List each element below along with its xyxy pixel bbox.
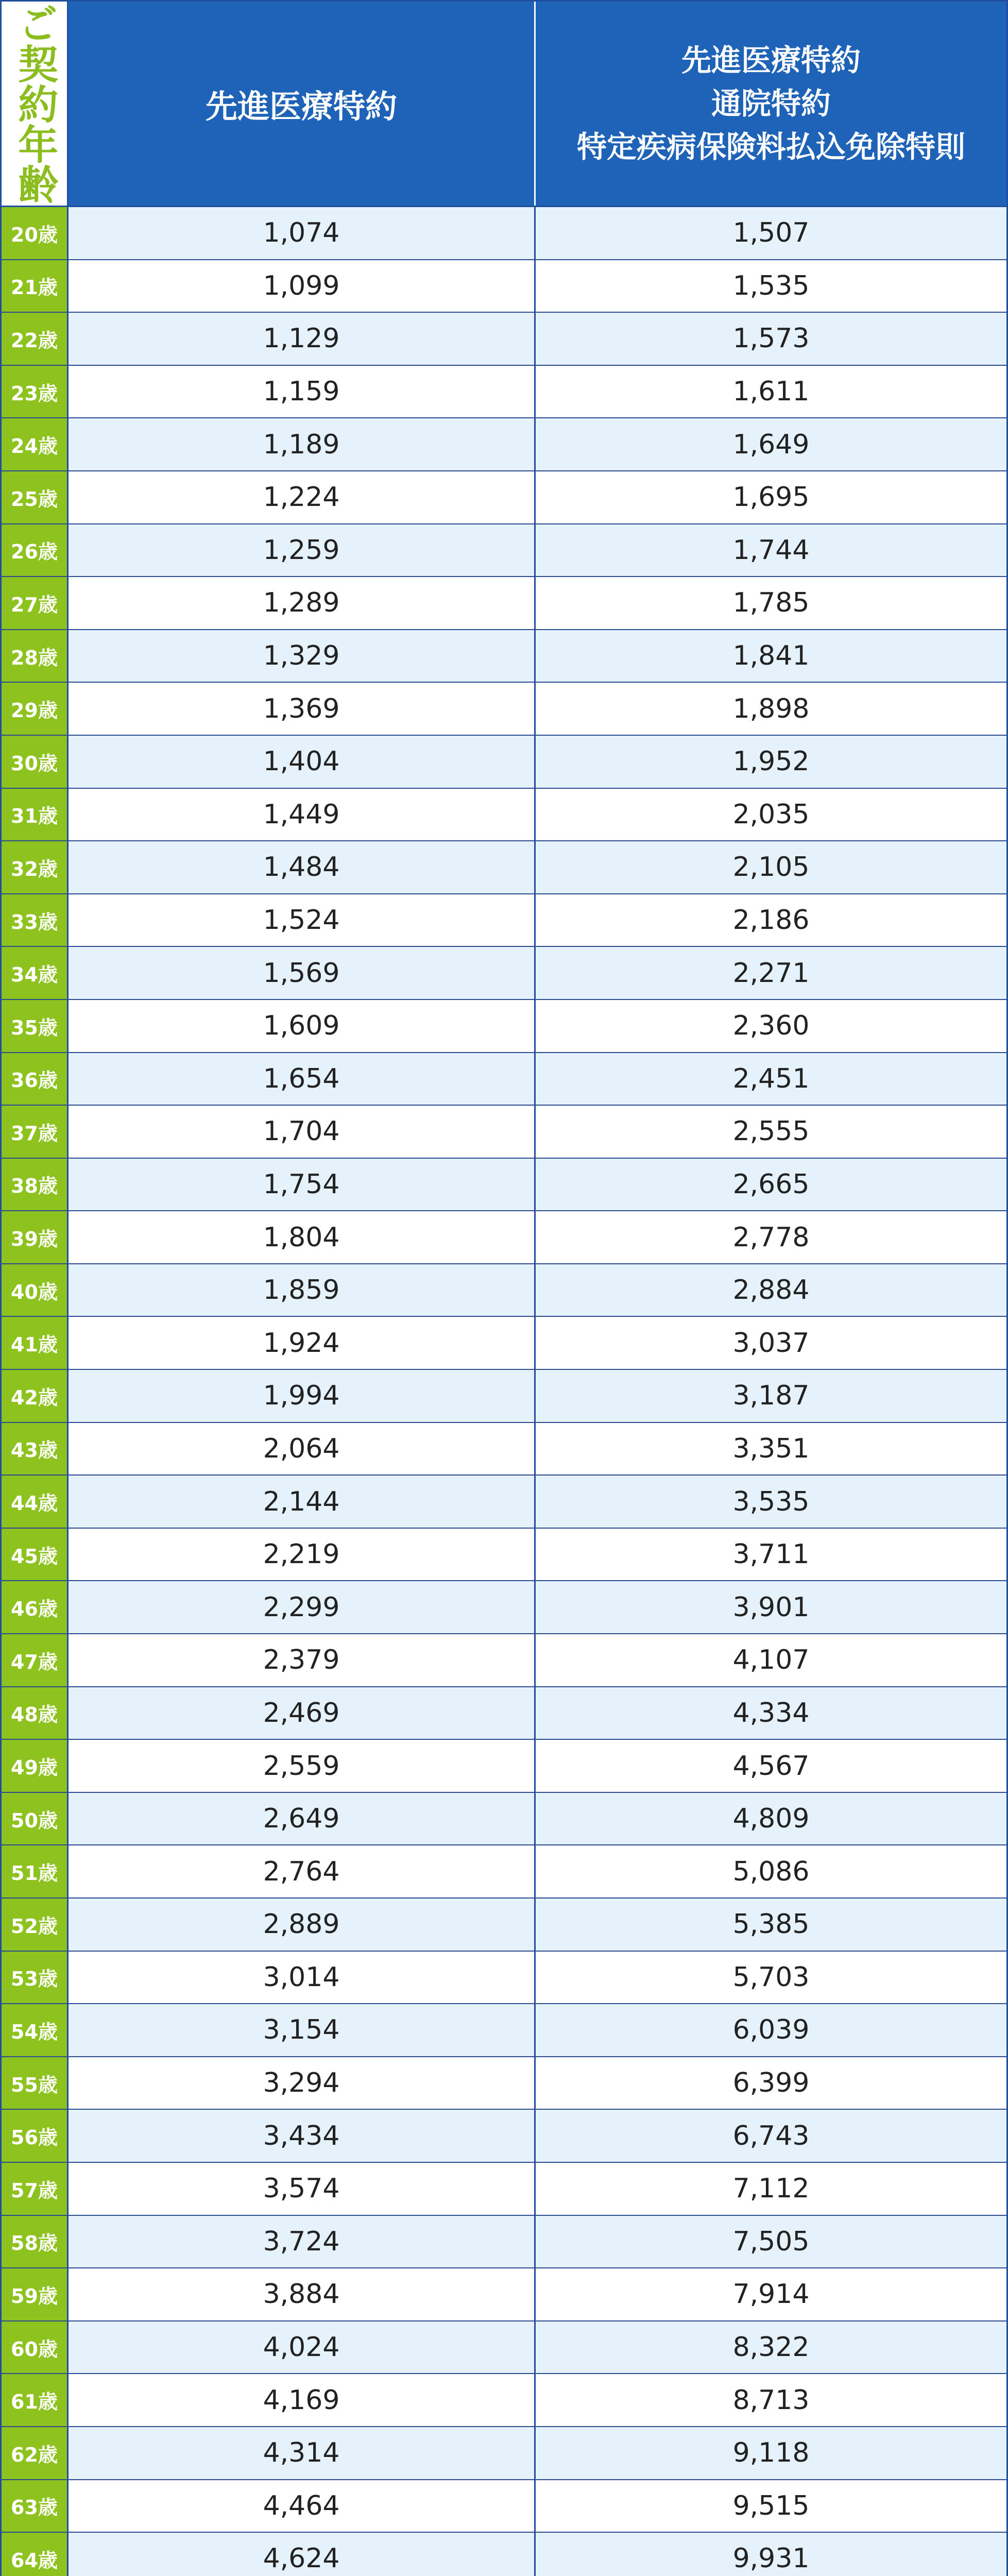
age-cell: 29歳 [2,683,69,735]
advanced-medical-rider-premium-cell: 1,159 [69,366,536,418]
combined-rider-premium-cell: 9,118 [536,2427,1006,2479]
combined-rider-premium-cell: 3,037 [536,1317,1006,1369]
combined-rider-premium-cell: 6,039 [536,2004,1006,2056]
table-row [2,2321,1006,2375]
age-cell: 24歳 [2,418,69,470]
table-row [2,2216,1006,2269]
combined-rider-premium-cell: 9,515 [536,2480,1006,2532]
age-cell: 30歳 [2,736,69,788]
advanced-medical-rider-premium-cell: 4,314 [69,2427,536,2479]
advanced-medical-rider-premium-cell: 2,764 [69,1845,536,1897]
advanced-medical-rider-premium-cell: 2,889 [69,1899,536,1951]
table-row [2,1687,1006,1740]
age-cell: 34歳 [2,947,69,999]
age-cell: 31歳 [2,789,69,841]
age-cell: 20歳 [2,207,69,259]
combined-rider-premium-cell: 4,809 [536,1793,1006,1845]
advanced-medical-rider-premium-cell: 4,464 [69,2480,536,2532]
table-row [2,894,1006,947]
combined-rider-premium-cell: 2,105 [536,841,1006,893]
combined-rider-premium-cell: 5,385 [536,1899,1006,1951]
combined-rider-premium-cell: 2,360 [536,1000,1006,1052]
advanced-medical-rider-premium-cell: 1,569 [69,947,536,999]
advanced-medical-rider-premium-cell: 4,169 [69,2374,536,2426]
table-row [2,1899,1006,1952]
age-cell: 26歳 [2,524,69,577]
table-row [2,947,1006,1000]
age-cell: 60歳 [2,2321,69,2374]
age-cell: 25歳 [2,471,69,523]
advanced-medical-rider-premium-cell: 1,074 [69,207,536,259]
table-row [2,2374,1006,2427]
combined-rider-premium-cell: 9,931 [536,2533,1006,2576]
table-row [2,2057,1006,2110]
age-cell: 35歳 [2,1000,69,1052]
table-row [2,1106,1006,1159]
combined-rider-premium-cell: 3,711 [536,1529,1006,1581]
age-column-header: ご契約年齢 [2,2,69,206]
combined-rider-premium-cell: 1,535 [536,260,1006,312]
combined-rider-premium-cell: 8,322 [536,2321,1006,2374]
age-cell: 46歳 [2,1581,69,1633]
advanced-medical-rider-premium-cell: 3,884 [69,2268,536,2320]
advanced-medical-rider-premium-cell: 1,994 [69,1370,536,1422]
age-cell: 42歳 [2,1370,69,1422]
combined-rider-premium-cell: 2,665 [536,1159,1006,1211]
age-cell: 59歳 [2,2268,69,2320]
advanced-medical-rider-premium-cell: 1,524 [69,894,536,946]
age-cell: 40歳 [2,1264,69,1316]
table-row [2,841,1006,894]
combined-rider-premium-cell: 2,035 [536,789,1006,841]
table-row [2,471,1006,524]
combined-rider-premium-cell: 3,535 [536,1476,1006,1528]
combined-rider-premium-cell: 5,086 [536,1845,1006,1897]
advanced-medical-rider-premium-cell: 1,189 [69,418,536,470]
table-row [2,1317,1006,1370]
combined-rider-premium-cell: 1,573 [536,313,1006,365]
age-cell: 61歳 [2,2374,69,2426]
age-cell: 62歳 [2,2427,69,2479]
combined-rider-header [536,2,1006,206]
age-cell: 33歳 [2,894,69,946]
advanced-medical-rider-premium-cell: 1,099 [69,260,536,312]
table-row [2,1370,1006,1423]
combined-rider-premium-cell: 4,567 [536,1740,1006,1792]
advanced-medical-rider-premium-cell: 1,369 [69,683,536,735]
advanced-medical-rider-premium-cell: 2,379 [69,1634,536,1686]
advanced-medical-rider-premium-cell: 3,574 [69,2163,536,2215]
advanced-medical-rider-premium-cell: 1,259 [69,524,536,577]
combined-rider-premium-cell: 5,703 [536,1952,1006,2004]
advanced-medical-rider-premium-cell: 3,014 [69,1952,536,2004]
advanced-medical-rider-premium-cell: 2,559 [69,1740,536,1792]
table-row [2,1423,1006,1476]
age-cell: 48歳 [2,1687,69,1739]
table-row [2,313,1006,366]
table-row [2,2427,1006,2480]
age-cell: 45歳 [2,1529,69,1581]
advanced-medical-rider-premium-cell: 3,154 [69,2004,536,2056]
table-row [2,418,1006,471]
age-cell: 32歳 [2,841,69,893]
advanced-medical-rider-premium-cell: 2,064 [69,1423,536,1475]
advanced-medical-rider-premium-cell: 1,329 [69,630,536,682]
advanced-medical-rider-premium-cell: 1,754 [69,1159,536,1211]
age-cell: 47歳 [2,1634,69,1686]
table-row [2,1952,1006,2005]
age-cell: 28歳 [2,630,69,682]
combined-rider-premium-cell: 7,914 [536,2268,1006,2320]
table-header [2,2,1006,207]
combined-rider-premium-cell: 1,695 [536,471,1006,523]
combined-rider-premium-cell: 1,785 [536,577,1006,629]
advanced-medical-rider-premium-cell: 1,609 [69,1000,536,1052]
combined-rider-premium-cell: 2,884 [536,1264,1006,1316]
combined-rider-premium-cell: 2,451 [536,1053,1006,1105]
advanced-medical-rider-premium-cell: 2,144 [69,1476,536,1528]
combined-rider-premium-cell: 1,649 [536,418,1006,470]
combined-rider-premium-cell: 1,841 [536,630,1006,682]
combined-rider-premium-cell: 4,334 [536,1687,1006,1739]
combined-rider-premium-cell: 4,107 [536,1634,1006,1686]
table-row [2,1740,1006,1793]
age-cell: 51歳 [2,1845,69,1897]
age-cell: 58歳 [2,2216,69,2268]
table-row [2,1476,1006,1529]
table-row [2,736,1006,789]
combined-rider-premium-cell: 1,744 [536,524,1006,577]
table-row [2,1581,1006,1634]
table-row [2,366,1006,419]
table-row [2,1264,1006,1317]
advanced-medical-rider-premium-cell: 1,654 [69,1053,536,1105]
advanced-medical-rider-premium-cell: 4,024 [69,2321,536,2374]
advanced-medical-rider-premium-cell: 3,434 [69,2110,536,2162]
advanced-medical-rider-premium-cell: 1,704 [69,1106,536,1158]
table-row [2,2163,1006,2216]
age-cell: 39歳 [2,1211,69,1263]
age-cell: 27歳 [2,577,69,629]
combined-rider-premium-cell: 7,505 [536,2216,1006,2268]
age-cell: 21歳 [2,260,69,312]
table-row [2,1529,1006,1582]
advanced-medical-rider-premium-cell: 2,649 [69,1793,536,1845]
table-row [2,630,1006,683]
combined-rider-premium-cell: 2,778 [536,1211,1006,1263]
combined-rider-premium-cell: 6,743 [536,2110,1006,2162]
combined-rider-premium-cell: 1,611 [536,366,1006,418]
combined-rider-premium-cell: 8,713 [536,2374,1006,2426]
advanced-medical-rider-premium-cell: 2,219 [69,1529,536,1581]
advanced-medical-rider-premium-cell: 4,624 [69,2533,536,2576]
table-row [2,207,1006,260]
table-row [2,1845,1006,1899]
table-row [2,2004,1006,2057]
combined-rider-premium-cell: 2,271 [536,947,1006,999]
combined-rider-premium-cell: 3,351 [536,1423,1006,1475]
combined-rider-header-line: 特定疾病保険料払込免除特則 [576,129,965,165]
age-cell: 55歳 [2,2057,69,2109]
age-cell: 44歳 [2,1476,69,1528]
table-row [2,524,1006,578]
advanced-medical-rider-premium-cell: 1,859 [69,1264,536,1316]
combined-rider-premium-cell: 1,507 [536,207,1006,259]
age-cell: 38歳 [2,1159,69,1211]
advanced-medical-rider-premium-cell: 1,404 [69,736,536,788]
table-row [2,1000,1006,1053]
age-cell: 37歳 [2,1106,69,1158]
advanced-medical-rider-premium-cell: 2,299 [69,1581,536,1633]
combined-rider-premium-cell: 7,112 [536,2163,1006,2215]
age-cell: 41歳 [2,1317,69,1369]
advanced-medical-rider-premium-cell: 1,449 [69,789,536,841]
age-cell: 63歳 [2,2480,69,2532]
advanced-medical-rider-premium-cell: 3,294 [69,2057,536,2109]
table-row [2,2110,1006,2163]
advanced-medical-rider-premium-cell: 1,289 [69,577,536,629]
age-cell: 36歳 [2,1053,69,1105]
table-row [2,260,1006,313]
advanced-medical-rider-header: 先進医療特約 [69,2,536,206]
combined-rider-header-line: 通院特約 [711,86,831,121]
age-cell: 53歳 [2,1952,69,2004]
table-row [2,1211,1006,1264]
age-cell: 49歳 [2,1740,69,1792]
age-cell: 56歳 [2,2110,69,2162]
age-cell: 64歳 [2,2533,69,2576]
advanced-medical-rider-premium-cell: 1,484 [69,841,536,893]
table-row [2,2480,1006,2533]
advanced-medical-rider-premium-cell: 1,924 [69,1317,536,1369]
combined-rider-premium-cell: 1,898 [536,683,1006,735]
table-body [2,207,1006,2576]
age-cell: 54歳 [2,2004,69,2056]
table-row [2,1793,1006,1846]
combined-rider-premium-cell: 2,555 [536,1106,1006,1158]
table-row [2,577,1006,630]
advanced-medical-rider-premium-cell: 1,129 [69,313,536,365]
table-row [2,1053,1006,1106]
combined-rider-premium-cell: 6,399 [536,2057,1006,2109]
age-cell: 22歳 [2,313,69,365]
combined-rider-premium-cell: 2,186 [536,894,1006,946]
advanced-medical-rider-premium-cell: 3,724 [69,2216,536,2268]
combined-rider-premium-cell: 3,187 [536,1370,1006,1422]
advanced-medical-rider-premium-cell: 1,804 [69,1211,536,1263]
combined-rider-premium-cell: 1,952 [536,736,1006,788]
advanced-medical-rider-premium-cell: 2,469 [69,1687,536,1739]
age-cell: 50歳 [2,1793,69,1845]
advanced-medical-rider-premium-cell: 1,224 [69,471,536,523]
table-row [2,789,1006,842]
age-cell: 52歳 [2,1899,69,1951]
age-cell: 43歳 [2,1423,69,1475]
combined-rider-header-line: 先進医療特約 [681,42,861,78]
age-cell: 23歳 [2,366,69,418]
table-row [2,1634,1006,1687]
table-row [2,1159,1006,1212]
combined-rider-premium-cell: 3,901 [536,1581,1006,1633]
table-row [2,683,1006,736]
table-row [2,2533,1006,2576]
age-cell: 57歳 [2,2163,69,2215]
table-row [2,2268,1006,2321]
